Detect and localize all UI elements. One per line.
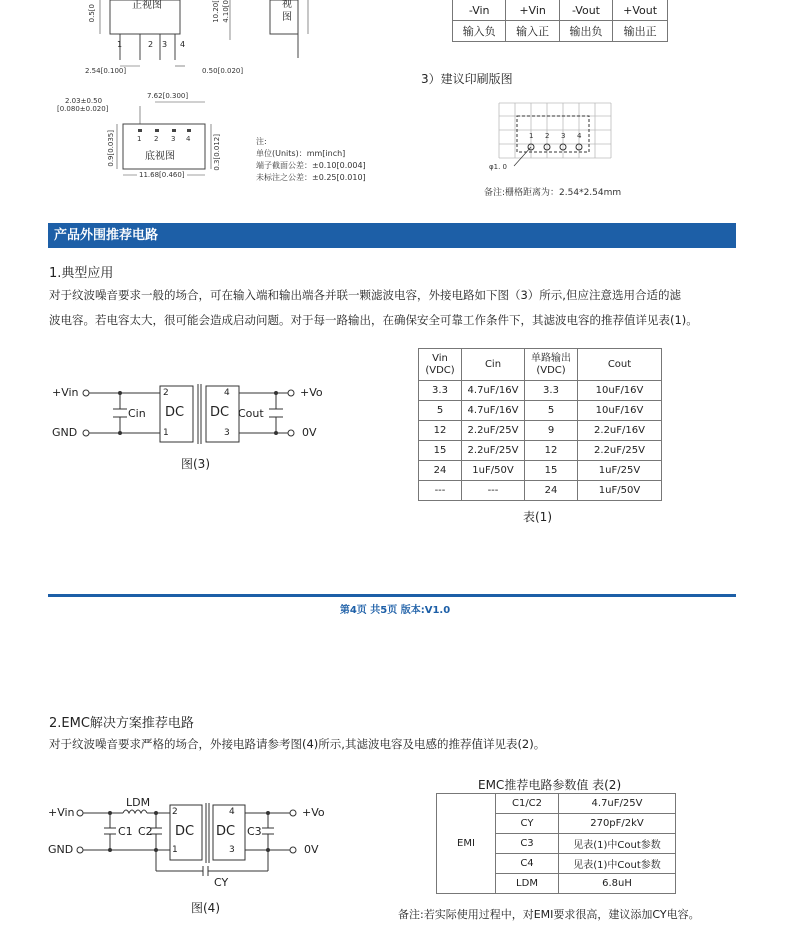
table-cell: 输出正 bbox=[613, 21, 668, 42]
c2-label: C2 bbox=[138, 825, 153, 838]
cy-label: CY bbox=[214, 876, 229, 889]
table-header: 单路输出 (VDC) bbox=[525, 349, 578, 381]
bottom-pin-3: 3 bbox=[171, 135, 176, 143]
dim-pitch: 2.54[0.100] bbox=[85, 67, 127, 75]
dc-pin-3: 3 bbox=[224, 428, 230, 438]
table-cell: EMI bbox=[437, 794, 496, 894]
front-pin-2: 2 bbox=[148, 40, 154, 49]
table-cell: 输出负 bbox=[559, 21, 612, 42]
dim-pin-width: 0.9[0.035] bbox=[107, 130, 115, 167]
bottom-view-label: 底视图 bbox=[145, 151, 175, 162]
pcb-pin-3: 3 bbox=[561, 132, 566, 140]
typical-heading: 1.典型应用 bbox=[49, 266, 114, 281]
table-cell: -Vin bbox=[453, 0, 506, 21]
table-cell: 输入正 bbox=[506, 21, 559, 42]
emc-dc-pin-4: 4 bbox=[229, 807, 235, 817]
emc-dc-label-1: DC bbox=[175, 824, 195, 839]
emc-ov-label: 0V bbox=[304, 843, 319, 856]
table-cell: 6.8uH bbox=[559, 874, 676, 894]
pcb-pin-4: 4 bbox=[577, 132, 582, 140]
vo-label: +Vo bbox=[300, 386, 323, 399]
table-cell: 5 bbox=[419, 401, 462, 421]
table-row bbox=[419, 441, 662, 461]
bottom-pin-1: 1 bbox=[137, 135, 142, 143]
table-row bbox=[419, 421, 662, 441]
circuit-fig4 bbox=[48, 793, 348, 918]
dc-pin-1: 1 bbox=[163, 428, 169, 438]
table-cell: LDM bbox=[496, 874, 559, 894]
table-cell: 24 bbox=[419, 461, 462, 481]
table-cell: +Vout bbox=[613, 0, 668, 21]
table-cell: 4.7uF/16V bbox=[462, 381, 525, 401]
note-line: 单位(Units)：mm[inch] bbox=[256, 149, 346, 158]
pin-function-table bbox=[452, 0, 668, 42]
pcb-title: 3）建议印刷版图 bbox=[421, 72, 513, 86]
ov-label: 0V bbox=[302, 426, 317, 439]
table-cell: 1uF/50V bbox=[578, 481, 662, 501]
table-cell: 9 bbox=[525, 421, 578, 441]
front-pin-3: 3 bbox=[162, 40, 168, 49]
dim-label: 4.10[0 bbox=[222, 0, 230, 23]
emc-note: 备注:若实际使用过程中，对EMI要求很高，建议添加CY电容。 bbox=[398, 908, 700, 921]
table-header: Vin (VDC) bbox=[419, 349, 462, 381]
emc-table-2 bbox=[436, 793, 676, 894]
table-cell: 2.2uF/25V bbox=[462, 441, 525, 461]
table-row bbox=[419, 401, 662, 421]
pcb-note: 备注:栅格距离为：2.54*2.54mm bbox=[484, 188, 622, 198]
front-view-drawing bbox=[80, 0, 250, 80]
dim-pin-offset: 2.03±0.50 bbox=[65, 97, 103, 105]
dim-label: 10.20[ bbox=[212, 0, 220, 23]
table-cell: 24 bbox=[525, 481, 578, 501]
table-cell: 见表(1)中Cout参数 bbox=[559, 854, 676, 874]
table-cell: 输入负 bbox=[453, 21, 506, 42]
note-line: 注: bbox=[256, 137, 267, 146]
pcb-hole-label: φ1. 0 bbox=[489, 163, 507, 171]
table-cell: +Vin bbox=[506, 0, 559, 21]
bottom-pin-4: 4 bbox=[186, 135, 191, 143]
emc-dc-pin-2: 2 bbox=[172, 807, 178, 817]
note-line: 端子截面公差：±0.10[0.004] bbox=[256, 161, 366, 170]
side-view-label: 视图 bbox=[282, 0, 292, 23]
fig3-caption: 图(3) bbox=[181, 457, 210, 471]
table-cell: 270pF/2kV bbox=[559, 814, 676, 834]
table-cell: -Vout bbox=[559, 0, 612, 21]
ldm-label: LDM bbox=[126, 796, 151, 809]
table-cell: C4 bbox=[496, 854, 559, 874]
side-view-drawing bbox=[268, 0, 328, 60]
dim-pin-width: 0.50[0.020] bbox=[202, 67, 244, 75]
emc-gnd-label: GND bbox=[48, 843, 74, 856]
table-cell: 4.7uF/16V bbox=[462, 401, 525, 421]
cin-label: Cin bbox=[128, 407, 146, 420]
table-cell: --- bbox=[462, 481, 525, 501]
table-cell: CY bbox=[496, 814, 559, 834]
fig4-caption: 图(4) bbox=[191, 901, 220, 915]
front-view-label: 正视图 bbox=[132, 0, 162, 11]
dc-label-2: DC bbox=[210, 405, 230, 420]
table-cell: 10uF/16V bbox=[578, 381, 662, 401]
dim-pin-offset-inch: [0.080±0.020] bbox=[57, 105, 109, 113]
dim-label: 0.5[0 bbox=[88, 4, 96, 23]
pcb-pin-1: 1 bbox=[529, 132, 534, 140]
emc-para: 对于纹波噪音要求严格的场合，外接电路请参考图(4)所示,其滤波电容及电感的推荐值详见表(2)。 bbox=[49, 737, 546, 751]
c3-label: C3 bbox=[247, 825, 262, 838]
note-line: 未标注之公差：±0.25[0.010] bbox=[256, 173, 366, 182]
cap-table-1 bbox=[418, 348, 662, 501]
dc-pin-2: 2 bbox=[163, 388, 169, 398]
typical-para-1: 对于纹波噪音要求一般的场合，可在输入端和输出端各并联一颗滤波电容，外接电路如下图（3）所示,但应注意选用合适的滤 bbox=[49, 288, 681, 302]
table-cell: --- bbox=[419, 481, 462, 501]
table-cell: 2.2uF/25V bbox=[462, 421, 525, 441]
table-cell: 12 bbox=[419, 421, 462, 441]
table-cell: 5 bbox=[525, 401, 578, 421]
emc-dc-pin-1: 1 bbox=[172, 845, 178, 855]
emc-vo-label: +Vo bbox=[302, 806, 325, 819]
table-cell: 15 bbox=[419, 441, 462, 461]
emc-dc-pin-3: 3 bbox=[229, 845, 235, 855]
table-cell: 10uF/16V bbox=[578, 401, 662, 421]
table-row bbox=[437, 794, 676, 814]
emc-dc-label-2: DC bbox=[216, 824, 236, 839]
dc-pin-4: 4 bbox=[224, 388, 230, 398]
table-cell: 3.3 bbox=[525, 381, 578, 401]
cout-label: Cout bbox=[238, 407, 264, 420]
section-title: 产品外围推荐电路 bbox=[48, 223, 736, 248]
table-cell: 见表(1)中Cout参数 bbox=[559, 834, 676, 854]
table-row bbox=[419, 461, 662, 481]
bottom-view-drawing bbox=[55, 92, 235, 187]
emc-heading: 2.EMC解决方案推荐电路 bbox=[49, 716, 194, 731]
pcb-pin-2: 2 bbox=[545, 132, 550, 140]
front-pin-4: 4 bbox=[180, 40, 186, 49]
table-cell: 2.2uF/16V bbox=[578, 421, 662, 441]
gnd-label: GND bbox=[52, 426, 78, 439]
table1-caption: 表(1) bbox=[523, 510, 552, 524]
table-cell: 1uF/25V bbox=[578, 461, 662, 481]
table-cell: 1uF/50V bbox=[462, 461, 525, 481]
table-header: Cout bbox=[578, 349, 662, 381]
vin-label: +Vin bbox=[52, 386, 79, 399]
bottom-pin-2: 2 bbox=[154, 135, 159, 143]
table-row bbox=[419, 481, 662, 501]
circuit-fig3 bbox=[48, 378, 338, 478]
dim-pin-span: 7.62[0.300] bbox=[147, 92, 189, 100]
pcb-grid bbox=[487, 98, 612, 178]
table-cell: 2.2uF/25V bbox=[578, 441, 662, 461]
table-cell: C3 bbox=[496, 834, 559, 854]
table-cell: 15 bbox=[525, 461, 578, 481]
table2-title: EMC推荐电路参数值 表(2) bbox=[478, 778, 622, 792]
table-header: Cin bbox=[462, 349, 525, 381]
dim-body-length: 11.68[0.460] bbox=[139, 171, 185, 179]
typical-para-2: 波电容。若电容太大，很可能会造成启动问题。对于每一路输出，在确保安全可靠工作条件下，其滤波电容的推荐值详见表(1)。 bbox=[49, 313, 698, 327]
footer-rule bbox=[48, 594, 736, 597]
table-cell: C1/C2 bbox=[496, 794, 559, 814]
table-cell: 12 bbox=[525, 441, 578, 461]
page-footer: 第4页 共5页 版本:V1.0 bbox=[339, 605, 451, 616]
table-cell: 3.3 bbox=[419, 381, 462, 401]
drawing-notes bbox=[256, 136, 366, 184]
front-pin-1: 1 bbox=[117, 40, 123, 49]
emc-vin-label: +Vin bbox=[48, 806, 75, 819]
table-row bbox=[419, 381, 662, 401]
table-cell: 4.7uF/25V bbox=[559, 794, 676, 814]
c1-label: C1 bbox=[118, 825, 133, 838]
dim-pin-thickness: 0.3[0.012] bbox=[213, 134, 221, 171]
dc-label-1: DC bbox=[165, 405, 185, 420]
